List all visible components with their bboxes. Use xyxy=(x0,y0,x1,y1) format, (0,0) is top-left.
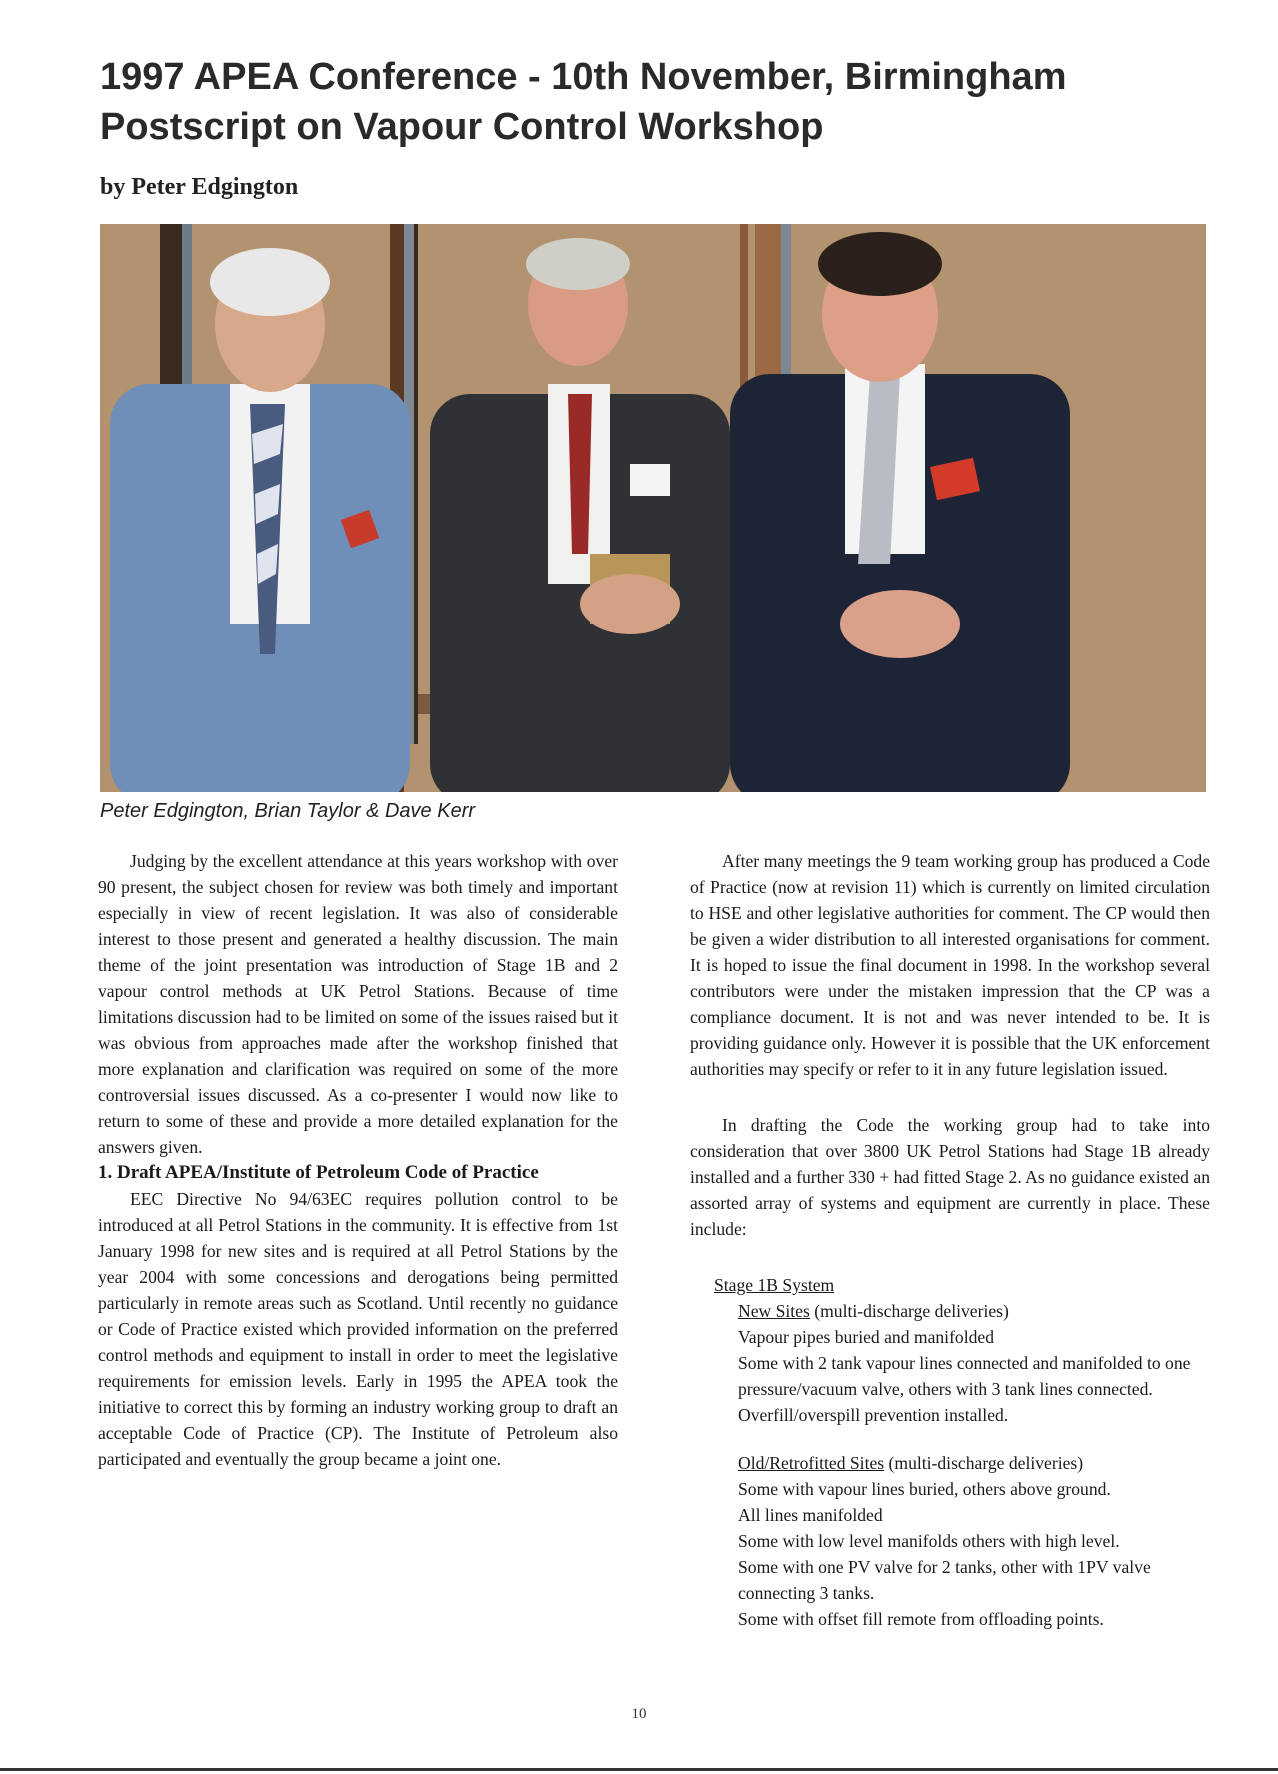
photo-illustration xyxy=(100,224,1206,792)
list-item: Some with offset fill remote from offloading points. xyxy=(738,1609,1104,1629)
list-item: Some with vapour lines buried, others above ground. xyxy=(738,1479,1111,1499)
list-item: Some with 2 tank vapour lines connected and manifolded to one pressure/vacuum valve, others with 3 tank lines connected. xyxy=(738,1353,1191,1399)
intro-paragraph: Judging by the excellent attendance at this years workshop with over 90 present, the subject chosen for review was both timely and important especially in view of recent legislation. It was also of considerable interest to those present and generated a healthy discussion. The main theme of the joint presentation was introduction of Stage 1B and 2 vapour control methods at UK Petrol Stations. Because of time limitations discussion had to be limited on some of the issues raised but it was obvious from approaches made after the workshop finished that more explanation and clarification was required on some of the more controversial issues discussed. As a co-presenter I would now like to return to some of these and provide a more detailed explanation for the answers given. xyxy=(98,851,618,1157)
list-item: Vapour pipes buried and manifolded xyxy=(738,1327,995,1347)
group-photo xyxy=(100,224,1206,792)
title-line-1: 1997 APEA Conference - 10th November, Birmingham xyxy=(100,56,1067,98)
systems-list xyxy=(690,1272,1210,1632)
article-title xyxy=(100,52,1220,152)
new-sites-heading: New Sites (multi-discharge deliveries) xyxy=(738,1301,1009,1321)
page-number: 10 xyxy=(631,1706,647,1722)
list-item: Some with low level manifolds others with high level. xyxy=(738,1531,1120,1551)
list-item: Some with one PV valve for 2 tanks, other with 1PV valve connecting 3 tanks. xyxy=(738,1557,1151,1603)
working-group-paragraph: After many meetings the 9 team working group has produced a Code of Practice (now at revision 11) which is currently on limited circulation to HSE and other legislative authorities for comment. The CP would then be given a wider distribution to all interested organisations for comment. It is hoped to issue the final document in 1998. In the workshop several contributors were under the mistaken impression that the CP was a compliance document. It is not and was never intended to be. It is providing guidance only. However it is possible that the UK enforcement authorities may specify or refer to it in any future legislation issued. xyxy=(690,851,1210,1079)
section-heading: 1. Draft APEA/Institute of Petroleum Code of Practice xyxy=(98,1162,539,1183)
list-item: All lines manifolded xyxy=(738,1505,883,1525)
old-sites-heading: Old/Retrofitted Sites (multi-discharge deliveries) xyxy=(738,1453,1084,1473)
list-item: Overfill/overspill prevention installed. xyxy=(738,1405,1009,1425)
left-column xyxy=(98,848,618,1472)
list-heading: Stage 1B System xyxy=(714,1275,835,1295)
bottom-edge xyxy=(0,1768,1278,1771)
drafting-paragraph: In drafting the Code the working group had to take into consideration that over 3800 UK Petrol Stations had Stage 1B already installed and a further 330 + had fitted Stage 2. As no guidance existed an assorted array of systems and equipment are currently in place. These include: xyxy=(690,1115,1210,1239)
right-column xyxy=(690,848,1210,1632)
photo-caption: Peter Edgington, Brian Taylor & Dave Kerr xyxy=(100,800,476,822)
title-line-2: Postscript on Vapour Control Workshop xyxy=(100,106,824,148)
directive-paragraph: EEC Directive No 94/63EC requires pollution control to be introduced at all Petrol Stations in the community. It is effective from 1st January 1998 for new sites and is required at all Petrol Stations by the year 2004 with some concessions and derogations being permitted particularly in remote areas such as Scotland. Until recently no guidance or Code of Practice existed which provided information on the preferred control methods and equipment to install in order to meet the legislative requirements for emission levels. Early in 1995 the APEA took the initiative to correct this by forming an industry working group to draft an acceptable Code of Practice (CP). The Institute of Petroleum also participated and eventually the group became a joint one. xyxy=(98,1189,618,1469)
byline: by Peter Edgington xyxy=(100,174,299,200)
